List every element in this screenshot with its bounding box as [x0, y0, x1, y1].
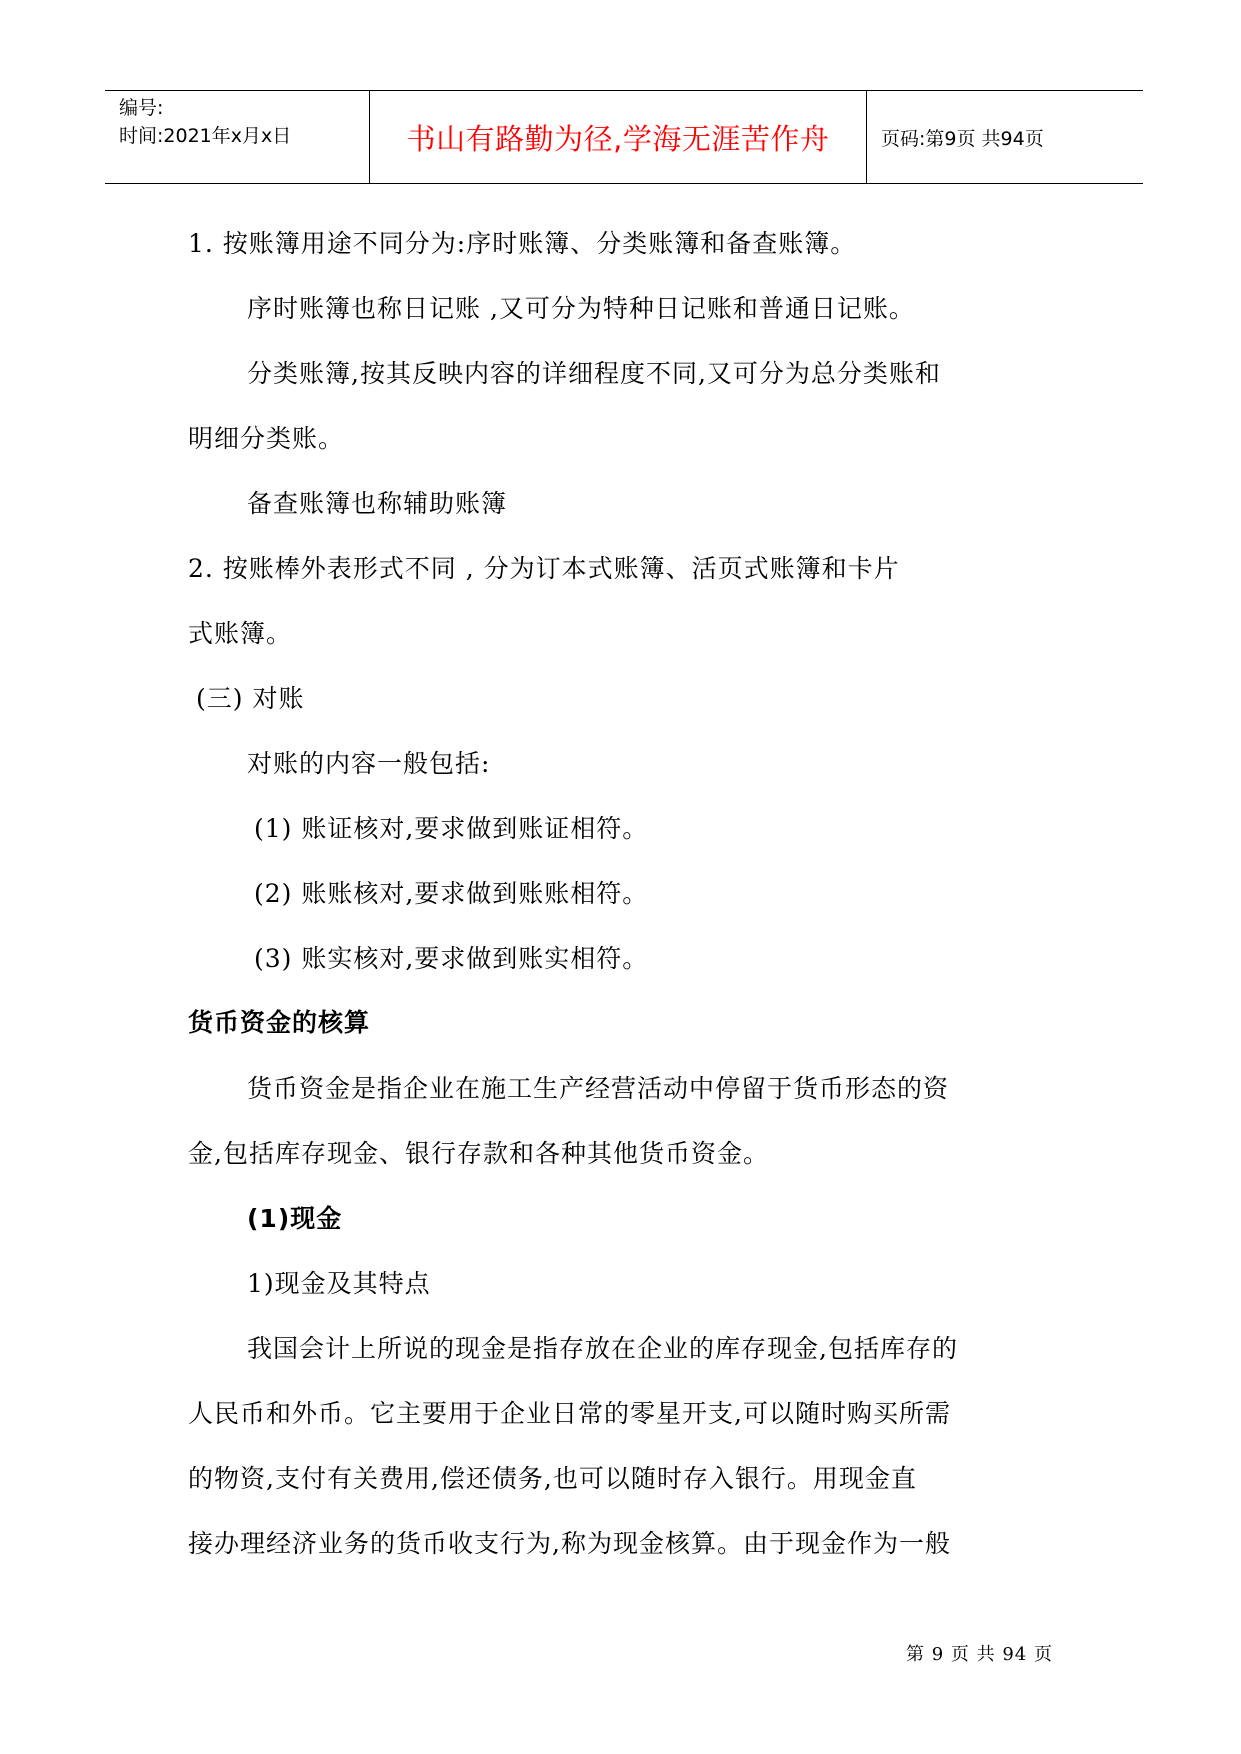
header-motto: 书山有路勤为径,学海无涯苦作舟: [370, 91, 867, 183]
list-item: (2) 账账核对,要求做到账账相符。: [254, 879, 649, 908]
text-line: 金,包括库存现金、银行存款和各种其他货币资金。: [188, 1139, 769, 1168]
section-heading: (三) 对账: [196, 684, 305, 713]
text-line: 接办理经济业务的货币收支行为,称为现金核算。由于现金作为一般: [188, 1529, 951, 1558]
page-header: [105, 90, 1143, 184]
header-page-info: 页码:第9页 共94页: [881, 127, 1044, 150]
text-line: 备查账簿也称辅助账簿: [247, 489, 508, 518]
text-line: 货币资金是指企业在施工生产经营活动中停留于货币形态的资: [247, 1074, 950, 1103]
text-line: 2. 按账棒外表形式不同 , 分为订本式账簿、活页式账簿和卡片: [188, 554, 900, 583]
text-line: 1. 按账簿用途不同分为:序时账簿、分类账簿和备查账簿。: [188, 229, 857, 258]
text-line: 我国会计上所说的现金是指存放在企业的库存现金,包括库存的: [247, 1334, 958, 1363]
text-line: 分类账簿,按其反映内容的详细程度不同,又可分为总分类账和: [247, 359, 941, 388]
text-line: 对账的内容一般包括:: [247, 749, 491, 778]
text-line: 序时账簿也称日记账 ,又可分为特种日记账和普通日记账。: [247, 294, 915, 323]
text-line: 的物资,支付有关费用,偿还债务,也可以随时存入银行。用现金直: [188, 1464, 917, 1493]
header-meta-cell: [105, 91, 370, 183]
section-title: 货币资金的核算: [188, 1008, 371, 1037]
list-item: (3) 账实核对,要求做到账实相符。: [254, 944, 649, 973]
document-number-label: 编号:: [119, 97, 164, 119]
list-item: (1) 账证核对,要求做到账证相符。: [254, 814, 649, 843]
text-line: 明细分类账。: [188, 424, 345, 453]
text-line: 1)现金及其特点: [247, 1269, 431, 1298]
text-line: 式账簿。: [188, 619, 293, 648]
document-time-label: 时间:2021年x月x日: [119, 125, 292, 147]
page-footer: 第 9 页 共 94 页: [906, 1644, 1053, 1665]
subsection-title: (1)现金: [247, 1204, 343, 1233]
text-line: 人民币和外币。它主要用于企业日常的零星开支,可以随时购买所需: [188, 1399, 951, 1428]
